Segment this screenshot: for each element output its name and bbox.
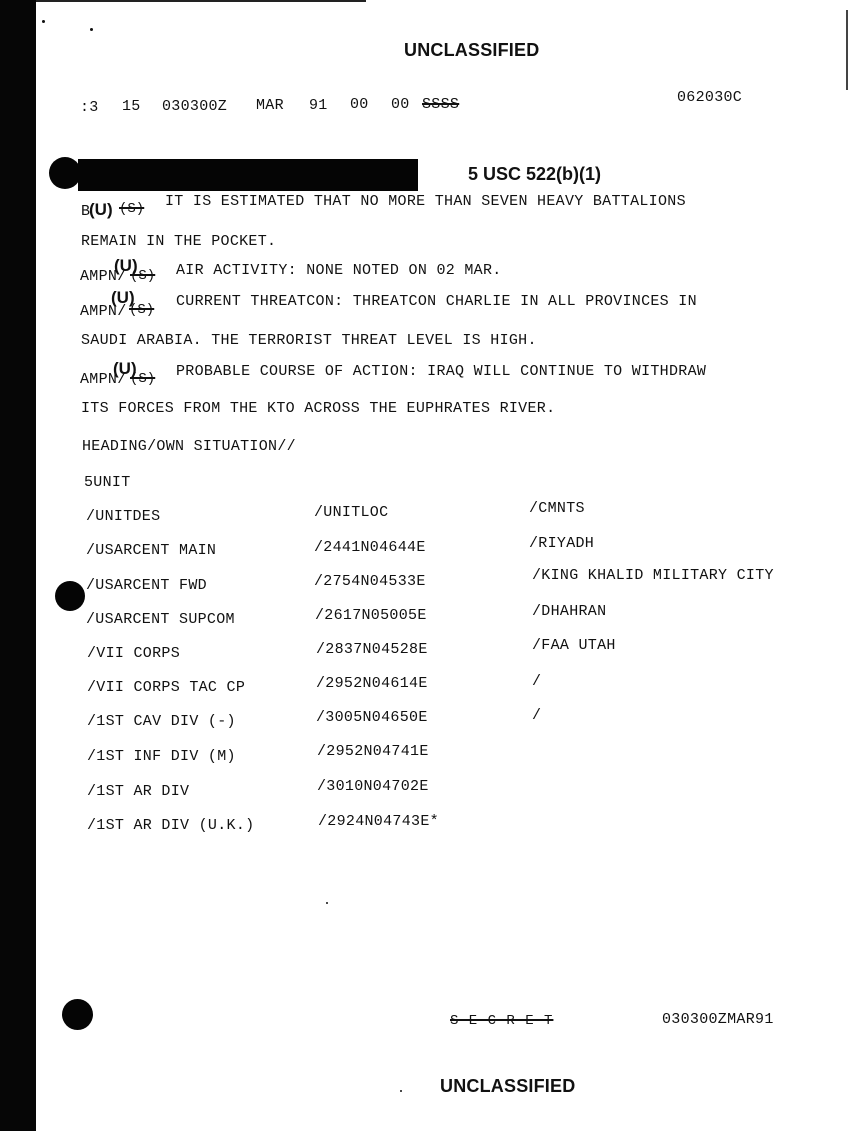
row-unit: /1ST CAV DIV (-) [87, 713, 236, 730]
footer-dtg: 030300ZMAR91 [662, 1011, 774, 1028]
punch-hole [62, 999, 93, 1030]
punch-hole [49, 157, 81, 189]
punch-hole [55, 581, 85, 611]
scan-speck [400, 1090, 402, 1092]
row-unit: /USARCENT MAIN [86, 542, 217, 559]
para-1-struck-marking: (S) [119, 201, 145, 217]
para-4-line-2: ITS FORCES FROM THE KTO ACROSS THE EUPHRATES RIVER. [81, 400, 556, 417]
header-dtg: 030300Z [162, 98, 228, 115]
row-location: /2924N04743E* [318, 813, 439, 830]
para-3-prefix: AMPN/ [80, 303, 127, 320]
para-4-text: PROBABLE COURSE OF ACTION: IRAQ WILL CONTINUE TO WITHDRAW [176, 363, 707, 380]
header-year: 91 [309, 97, 328, 114]
para-1-prefix: B [81, 203, 91, 220]
para-1-text: IT IS ESTIMATED THAT NO MORE THAN SEVEN HEAVY BATTALIONS [165, 193, 686, 210]
para-2-marking: (U) [114, 256, 138, 275]
para-2-struck-marking: (S) [130, 268, 156, 284]
row-location: /2952N04741E [317, 743, 429, 760]
row-unit: /VII CORPS TAC CP [87, 679, 246, 696]
header-prefix: :3 [80, 99, 99, 116]
table-header-unitdes: /UNITDES [86, 508, 161, 525]
row-comment: /KING KHALID MILITARY CITY [532, 567, 774, 584]
scan-speck [42, 20, 45, 23]
scan-left-edge-bar [0, 0, 36, 1131]
row-location: /2952N04614E [316, 675, 428, 692]
para-4-prefix: AMPN/ [80, 371, 127, 388]
row-unit: /USARCENT FWD [86, 577, 207, 594]
row-comment: /RIYADH [529, 535, 595, 552]
row-location: /2441N04644E [314, 539, 426, 556]
scan-top-edge-line [36, 0, 366, 2]
table-header-cmnts: /CMNTS [529, 500, 585, 517]
row-comment: / [532, 707, 542, 724]
row-unit: /1ST INF DIV (M) [87, 748, 236, 765]
redaction-block [78, 159, 418, 191]
row-unit: /1ST AR DIV [87, 783, 190, 800]
row-location: /2837N04528E [316, 641, 428, 658]
para-3-text: CURRENT THREATCON: THREATCON CHARLIE IN ALL PROVINCES IN [176, 293, 697, 310]
header-field-1: 00 [350, 96, 369, 113]
scan-right-edge-line [846, 10, 848, 90]
header-struck-classification: SSSS [422, 96, 460, 113]
footer-struck-classification: S E C R E T [450, 1013, 554, 1029]
header-month: MAR [256, 97, 284, 114]
classification-banner-top: UNCLASSIFIED [404, 40, 540, 60]
header-number: 15 [122, 98, 141, 115]
scan-speck [90, 28, 93, 31]
para-3-struck-marking: (S) [129, 302, 155, 318]
para-3-marking: (U) [111, 288, 135, 307]
row-unit: /USARCENT SUPCOM [86, 611, 235, 628]
unit-label: 5UNIT [84, 474, 131, 491]
row-unit: /VII CORPS [87, 645, 181, 662]
row-unit: /1ST AR DIV (U.K.) [87, 817, 255, 834]
para-3-line-2: SAUDI ARABIA. THE TERRORIST THREAT LEVEL IS HIGH. [81, 332, 537, 349]
scan-speck [326, 902, 328, 904]
section-heading: HEADING/OWN SITUATION// [82, 438, 296, 455]
row-location: /2617N05005E [315, 607, 427, 624]
header-field-2: 00 [391, 96, 410, 113]
exemption-citation: 5 USC 522(b)(1) [468, 164, 602, 184]
row-location: /3010N04702E [317, 778, 429, 795]
row-comment: /FAA UTAH [532, 637, 616, 654]
para-1-marking: (U) [89, 200, 113, 219]
row-comment: /DHAHRAN [532, 603, 607, 620]
para-4-marking: (U) [113, 359, 137, 378]
para-2-prefix: AMPN/ [80, 268, 127, 285]
header-right-code: 062030C [677, 89, 743, 106]
para-4-struck-marking: (S) [130, 371, 156, 387]
row-location: /2754N04533E [314, 573, 426, 590]
row-location: /3005N04650E [316, 709, 428, 726]
classification-banner-bottom: UNCLASSIFIED [440, 1076, 576, 1096]
table-header-unitloc: /UNITLOC [314, 504, 389, 521]
row-comment: / [532, 673, 542, 690]
para-2-text: AIR ACTIVITY: NONE NOTED ON 02 MAR. [176, 262, 502, 279]
para-1-line-2: REMAIN IN THE POCKET. [81, 233, 277, 250]
